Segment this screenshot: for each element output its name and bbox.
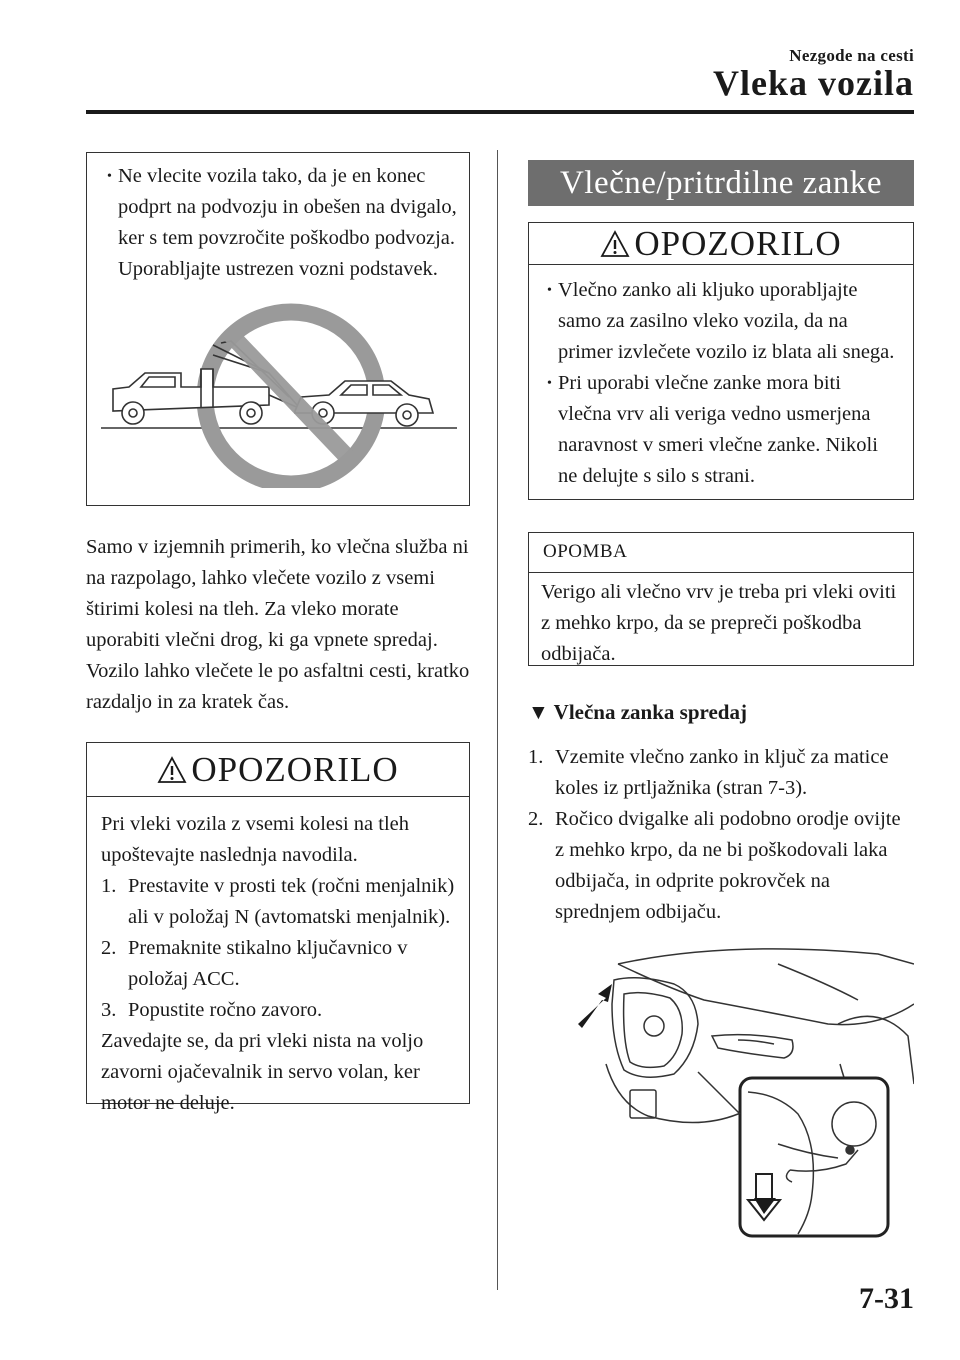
warning-triangle-icon xyxy=(600,230,630,258)
warning-body xyxy=(87,797,469,1119)
section-banner: Vlečne/pritrdilne zanke xyxy=(528,160,914,206)
list-text: Premaknite stikalno ključavnico v položaj ACC. xyxy=(128,937,408,990)
note-box xyxy=(528,532,914,666)
subheading-front-hook: ▼ Vlečna zanka spredaj xyxy=(528,700,747,724)
list-item xyxy=(101,995,455,1026)
warning-box-tow-hook xyxy=(528,222,914,500)
warning-title: OPOZORILO xyxy=(191,749,399,789)
page-title: Vleka vozila xyxy=(713,63,914,103)
warning-header xyxy=(529,223,913,265)
warning-intro: Pri vleki vozila z vsemi kolesi na tleh upoštevajte naslednja navodila. xyxy=(101,813,410,866)
list-text: Popustite ročno zavoro. xyxy=(128,999,323,1021)
bullet-text: Pri uporabi vlečne zanke mora biti vlečna vrv ali veriga vedno usmerjena naravnost v smeri vlečne zanke. Nikoli ne delujte s silo s strani. xyxy=(558,372,878,487)
note-title: OPOMBA xyxy=(529,533,913,573)
column-divider xyxy=(497,150,498,1290)
warning-triangle-icon xyxy=(157,756,187,784)
list-text: Vzemite vlečno zanko in ključ za matice koles iz prtljažnika (stran 7-3). xyxy=(555,746,889,799)
warning-body xyxy=(529,265,913,492)
paragraph-2: Vozilo lahko vlečete le po asfaltni cesti, kratko razdaljo in za kratek čas. xyxy=(86,660,470,713)
warning-title: OPOZORILO xyxy=(634,223,842,263)
bullet-text: Ne vlecite vozila tako, da je en konec podprt na podvozju in obešen na dvigalo, ker s tem povzročite poškodbo podvozja. Uporabljajte ustrezen vozni podstavek. xyxy=(118,165,457,280)
bullet-item xyxy=(541,275,899,368)
towing-paragraph xyxy=(86,532,470,718)
list-item xyxy=(528,804,914,928)
list-number: 2. xyxy=(101,937,117,959)
bullet-dot-icon: • xyxy=(547,376,552,391)
warning-header xyxy=(87,743,469,797)
list-number: 1. xyxy=(528,746,544,768)
list-text: Ročico dvigalke ali podobno orodje ovijte z mehko krpo, da ne bi poškodovali laka odbijača, in odprite pokrovček na sprednjem odbijaču. xyxy=(555,808,901,923)
list-item xyxy=(101,871,455,933)
header-rule xyxy=(86,110,914,114)
steps-list xyxy=(528,742,914,928)
front-bumper-illustration xyxy=(578,944,914,1240)
note-text: Verigo ali vlečno vrv je treba pri vleki oviti z mehko krpo, da se prepreči poškodba odbijača. xyxy=(541,581,897,665)
page-number: 7-31 xyxy=(859,1282,914,1315)
list-item xyxy=(101,933,455,995)
list-text: Prestavite v prosti tek (ročni menjalnik) ali v položaj N (avtomatski menjalnik). xyxy=(128,875,455,928)
paragraph-1: Samo v izjemnih primerih, ko vlečna služba ni na razpolago, lahko vlečete vozilo z vsemi štirimi kolesi na tleh. Za vleko morate uporabiti vlečni drog, ki ga vpnete spredaj. xyxy=(86,536,469,651)
bullet-text: Vlečno zanko ali kljuko uporabljajte samo za zasilno vleko vozila, da na primer izvlečete vozilo iz blata ali snega. xyxy=(558,279,895,363)
bullet-item xyxy=(101,161,457,285)
bullet-item xyxy=(541,368,899,492)
tow-truck-caution-box xyxy=(86,152,470,506)
list-number: 2. xyxy=(528,808,544,830)
list-item xyxy=(528,742,914,804)
section-title: Nezgode na cesti xyxy=(789,46,914,65)
list-number: 1. xyxy=(101,875,117,897)
no-tow-truck-illustration xyxy=(101,303,457,488)
bullet-dot-icon: • xyxy=(107,169,112,184)
bullet-dot-icon: • xyxy=(547,283,552,298)
list-number: 3. xyxy=(101,999,117,1021)
warning-outro: Zavedajte se, da pri vleki nista na voljo zavorni ojačevalnik in servo volan, ker motor ne deluje. xyxy=(101,1030,424,1114)
warning-box-four-wheels xyxy=(86,742,470,1114)
